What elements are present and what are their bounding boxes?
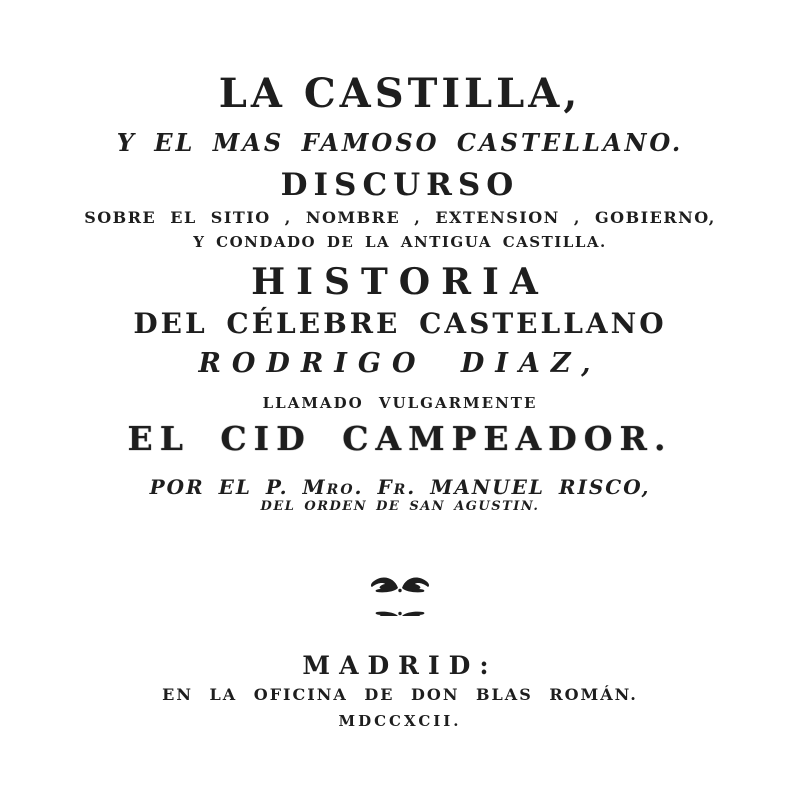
discurso-heading: DISCURSO — [280, 167, 520, 204]
printer-flourish-icon — [367, 574, 433, 616]
book-title-page — [0, 72, 800, 800]
historia-subline: DEL CÉLEBRE CASTELLANO — [133, 307, 667, 341]
author-order: DEL ORDEN DE SAN AGUSTIN. — [260, 498, 540, 514]
main-title: LA CASTILLA, — [218, 70, 582, 117]
printer-ornament — [0, 574, 800, 616]
subtitle-italic: Y EL MAS FAMOSO CASTELLANO. — [116, 128, 684, 157]
cid-title: EL CID CAMPEADOR. — [127, 418, 673, 458]
historia-heading: HISTORIA — [251, 260, 549, 303]
llamado-line: LLAMADO VULGARMENTE — [262, 393, 538, 412]
hero-name: RODRIGO DIAZ, — [198, 348, 602, 380]
imprint-year: MDCCXCII. — [338, 711, 462, 730]
discurso-subline-1: SOBRE EL SITIO , NOMBRE , EXTENSION , GOBIERNO, — [84, 208, 716, 228]
discurso-subline-2: Y CONDADO DE LA ANTIGUA CASTILLA. — [193, 232, 607, 251]
imprint-city: MADRID: — [302, 651, 498, 681]
author-byline: POR EL P. Mro. Fr. MANUEL RISCO, — [149, 474, 651, 499]
imprint-office: EN LA OFICINA DE DON BLAS ROMÁN. — [162, 684, 638, 704]
